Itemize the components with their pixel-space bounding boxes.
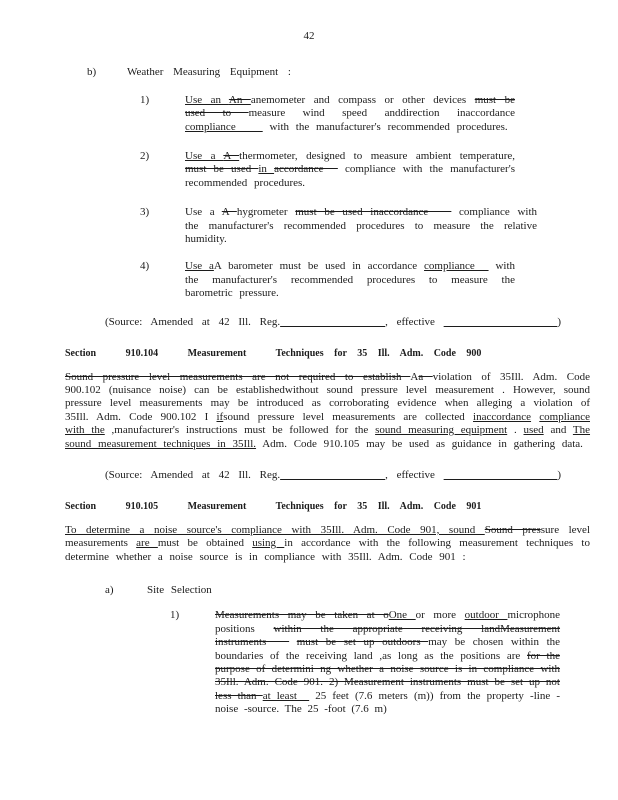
text-run: One — [388, 609, 416, 622]
text-run: compliance with the manufacturer's recommended procedures. — [185, 163, 515, 189]
text-run: Measurement instruments — [215, 622, 561, 649]
item-label: 1) — [170, 609, 180, 622]
text-run: compliance — [424, 260, 489, 273]
text-run: must be used — [185, 163, 259, 176]
page-number: 42 — [303, 30, 315, 42]
text-run: using — [252, 537, 285, 550]
text-run: (Source: Amended at 42 Ill. Reg. — [105, 468, 281, 481]
heading-label: b) — [87, 66, 97, 79]
site-selection-heading — [105, 584, 618, 597]
text-run: Measurements may be taken at o — [215, 609, 389, 622]
text-run: compliance with the — [65, 410, 590, 437]
text-run — [280, 316, 385, 328]
text-run: must be obtained — [157, 537, 253, 550]
text-run: ,manufacturer's instructions must be followed for the — [104, 424, 376, 437]
text-run: in accordance with the following measurement techniques to determine whether a noise source is in compliance with 35Ill. Adm. Code 901 : — [65, 537, 590, 563]
text-run: Use an — [185, 93, 229, 106]
weather-item-anemometer — [140, 94, 618, 134]
text-run: must be used to — [185, 93, 515, 120]
text-run — [444, 469, 558, 481]
text-run: To determine a noise source's compliance with 35Ill. Adm. Code 901, sound — [65, 523, 485, 536]
text-run: accordance — [274, 163, 338, 176]
paragraph-910-105 — [65, 524, 590, 564]
text-run: A barometer must be used in accordance — [213, 260, 425, 273]
text-run: Sound pressure level measurements are not required to establish — [65, 370, 411, 383]
text-run: sound pressure level measurements are collected — [223, 410, 474, 423]
text-run — [280, 469, 385, 481]
section-heading-910-104 — [65, 347, 618, 360]
text-run: Section 910.105 Measurement Techniques — [65, 501, 324, 513]
text-run: sure level measurements — [65, 523, 590, 550]
text-run: for 35 Ill. Adm. Code 901 — [323, 501, 482, 513]
item-label: 4) — [140, 260, 150, 273]
text-run: may be chosen within the boundaries of the receiving land ,as long as the positions are — [215, 636, 561, 662]
text-run: and — [543, 424, 573, 437]
text-run — [444, 316, 558, 328]
section-heading-910-105 — [65, 500, 618, 513]
text-run: violation of 35Ill. Adm. Code 900.102 (nuisance noise) can be establishedwithout sound pressure level measurement . However, sound pressure level measurements may be introduced as corroborating evidence when alleging a violation of 35Ill. Adm. Code 900.102 I — [65, 370, 590, 423]
item-text — [185, 260, 515, 300]
text-run: Use a — [185, 150, 224, 163]
text-run: A — [410, 370, 419, 383]
text-run: for 35 Ill. Adm. Code 900 — [323, 348, 482, 360]
text-run: outdoor — [464, 609, 508, 622]
item-label: 2) — [140, 150, 150, 163]
text-run: with the manufacturer's recommended procedures. — [262, 120, 508, 133]
text-run: thermometer, designed to measure ambient temperature, — [239, 150, 515, 163]
weather-item-barometer — [140, 260, 618, 300]
text-run: or more — [415, 609, 465, 622]
text-run: within the appropriate receiving land — [273, 622, 501, 635]
text-run: , effective — [385, 468, 444, 481]
item-text — [185, 94, 515, 134]
text-run: . — [507, 424, 524, 437]
item-text — [215, 609, 560, 716]
text-run: measure wind speed anddirection inaccordance — [248, 107, 515, 120]
weather-item-hygrometer — [140, 206, 618, 246]
text-run: for the purpose of determini ng whether a noise source is in compliance with 35Ill. Adm. Code 901. — [215, 649, 560, 689]
item-text — [185, 150, 515, 190]
item-label: 1) — [140, 93, 150, 106]
text-run: with the manufacturer's recommended procedures to measure the barometric pressure. — [185, 260, 515, 300]
text-run: ) — [557, 468, 562, 481]
heading-label: a) — [105, 583, 114, 596]
text-run: hygrometer — [236, 206, 296, 219]
text-run: The sound measurement techniques in 35Ill. — [65, 424, 591, 450]
text-run: must be set up outdoors — [296, 636, 429, 649]
text-run: Section 910.104 Measurement Techniques — [65, 348, 324, 360]
text-run: A — [221, 206, 237, 219]
text-run: must be used inaccordance — [295, 206, 452, 219]
text-run: A — [223, 150, 240, 163]
text-run: microphone positions — [215, 609, 561, 635]
text-run: compliance with the manufacturer's recommended procedures to measure the relative humidity. — [185, 206, 538, 246]
text-run: , effective — [385, 315, 444, 328]
text-run: in — [258, 163, 275, 176]
heading-title: Weather Measuring Equipment : — [127, 66, 291, 79]
text-run: anemometer and compass or other devices — [250, 93, 475, 106]
text-run: compliance — [185, 120, 263, 133]
weather-item-thermometer — [140, 150, 618, 190]
text-run: (Source: Amended at 42 Ill. Reg. — [105, 315, 281, 328]
text-run: are — [136, 537, 158, 550]
text-run: sound measuring equipment — [375, 424, 508, 437]
text-run: Use a — [185, 260, 214, 273]
text-run: used — [523, 424, 544, 437]
text-run: An — [228, 93, 251, 106]
text-run: Use a — [185, 206, 222, 219]
paragraph-910-104 — [65, 371, 590, 451]
heading-title: Site Selection — [147, 583, 212, 596]
weather-equipment-heading — [87, 66, 618, 79]
text-run: 25 feet (7.6 meters (m)) from the property -line -noise -source. The 25 -foot (7.6 m) — [215, 689, 560, 716]
text-run: at least — [262, 689, 310, 702]
item-label: 3) — [140, 206, 150, 219]
text-run: a — [418, 370, 433, 383]
source-line-2 — [105, 469, 618, 482]
text-run: Sound pres — [484, 523, 541, 536]
source-line-1 — [105, 316, 618, 329]
text-run: Adm. Code 910.105 may be used as guidance in gathering data. — [256, 437, 583, 450]
text-run: inaccordance — [473, 410, 532, 423]
text-run: 2) Measurement instruments must be set up not less than — [215, 676, 560, 702]
site-selection-item-1 — [170, 609, 618, 716]
text-run: ) — [557, 315, 562, 328]
text-run — [289, 636, 297, 648]
text-run: if — [216, 410, 224, 423]
item-text — [185, 206, 537, 246]
